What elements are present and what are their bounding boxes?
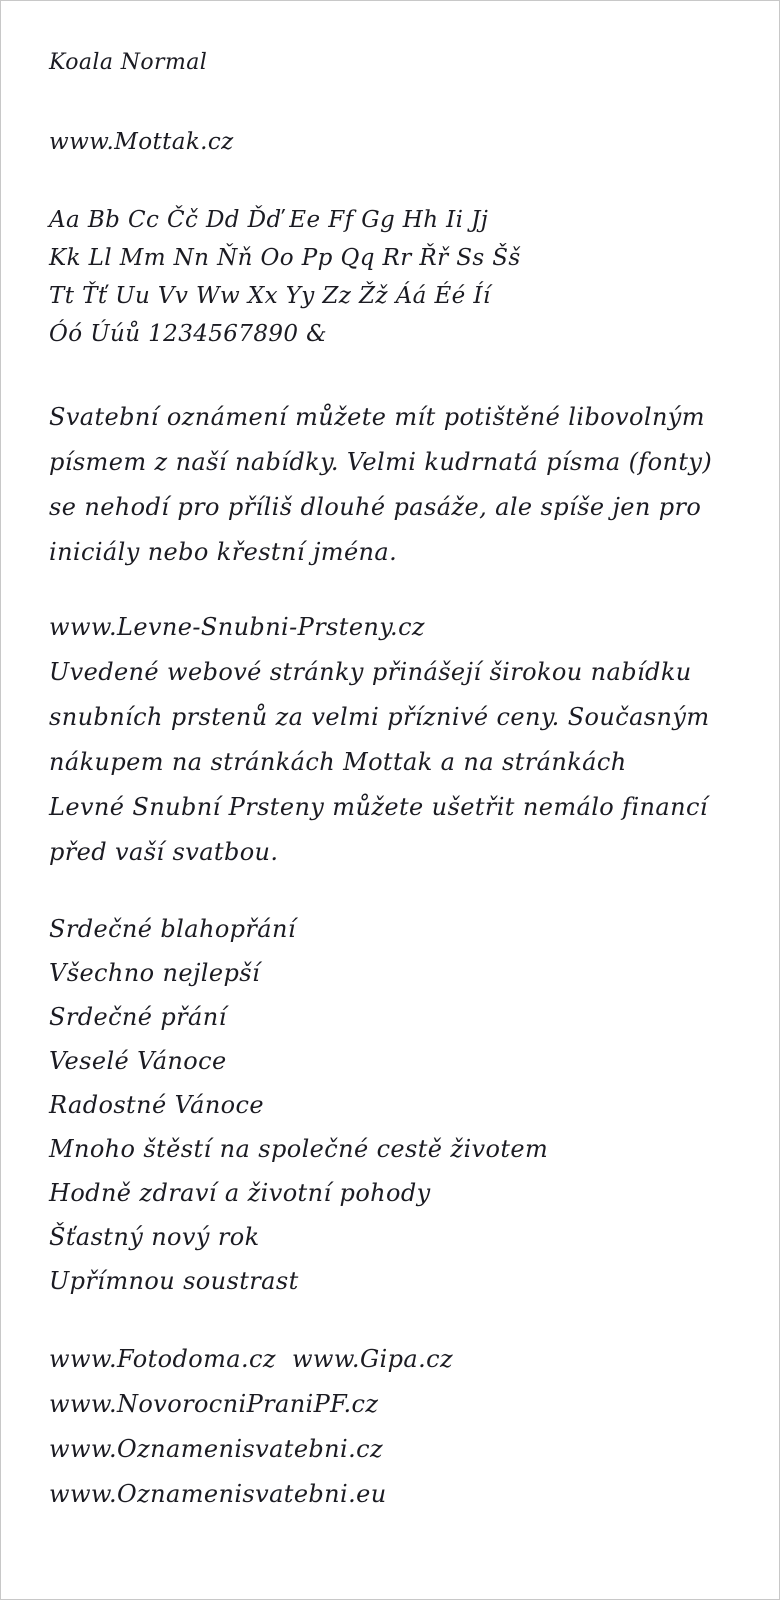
- paragraph-line: se nehodí pro příliš dlouhé pasáže, ale spíše jen pro: [49, 493, 702, 521]
- partner-paragraph-line: před vaší svatbou.: [49, 838, 279, 866]
- sample-paragraph: [49, 395, 731, 575]
- partner-paragraph-line: Uvedené webové stránky přinášejí širokou nabídku: [49, 658, 692, 686]
- paragraph-line: iniciály nebo křestní jména.: [49, 538, 398, 566]
- primary-website-line: [49, 125, 731, 159]
- list-item: Hodně zdraví a životní pohody: [49, 1179, 431, 1207]
- glyph-line: Óó Úúů 1234567890 &: [49, 321, 328, 347]
- partner-paragraph-line: snubních prstenů za velmi příznivé ceny. Současným: [49, 703, 710, 731]
- footer-website-list: [49, 1337, 731, 1517]
- list-item: Srdečné přání: [49, 1003, 227, 1031]
- font-name-text: Koala Normal: [49, 50, 208, 75]
- greeting-phrases-list: [49, 907, 731, 1303]
- font-name-heading: [49, 46, 731, 80]
- glyph-line: Tt Ťť Uu Vv Ww Xx Yy Zz Žž Áá Éé Íí: [49, 283, 491, 309]
- glyph-line: Kk Ll Mm Nn Ňň Oo Pp Qq Rr Řř Ss Šš: [49, 245, 521, 271]
- glyph-set: [49, 201, 731, 353]
- partner-website-text: www.Levne-Snubni-Prsteny.cz: [49, 613, 425, 641]
- list-item: Mnoho štěstí na společné cestě životem: [49, 1135, 549, 1163]
- list-item: Radostné Vánoce: [49, 1091, 264, 1119]
- list-item: Všechno nejlepší: [49, 959, 261, 987]
- list-item: Upřímnou soustrast: [49, 1267, 299, 1295]
- primary-website-text: www.Mottak.cz: [49, 129, 234, 155]
- paragraph-line: písmem z naší nabídky. Velmi kudrnatá písma (fonty): [49, 448, 713, 476]
- glyph-line: Aa Bb Cc Čč Dd Ďď Ee Ff Gg Hh Ii Jj: [49, 207, 489, 233]
- list-item: Srdečné blahopřání: [49, 915, 296, 943]
- footer-link-line: www.Oznamenisvatebni.eu: [49, 1480, 387, 1508]
- footer-link-line: www.NovorocniPraniPF.cz: [49, 1390, 379, 1418]
- partner-link-section: [49, 605, 731, 875]
- partner-paragraph-line: Levné Snubní Prsteny můžete ušetřit nemálo financí: [49, 793, 708, 821]
- list-item: Šťastný nový rok: [49, 1223, 260, 1251]
- partner-paragraph-line: nákupem na stránkách Mottak a na stránkách: [49, 748, 627, 776]
- list-item: Veselé Vánoce: [49, 1047, 227, 1075]
- paragraph-line: Svatební oznámení můžete mít potištěné libovolným: [49, 403, 705, 431]
- footer-link-line: www.Fotodoma.cz www.Gipa.cz: [49, 1345, 453, 1373]
- footer-link-line: www.Oznamenisvatebni.cz: [49, 1435, 384, 1463]
